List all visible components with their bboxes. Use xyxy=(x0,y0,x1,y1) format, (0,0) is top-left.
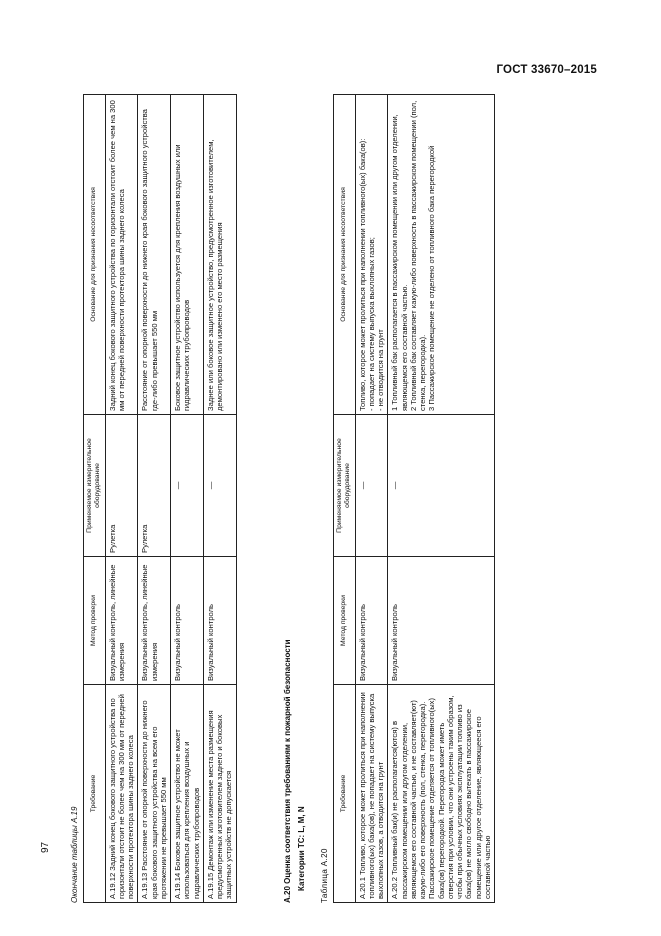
basis-cell: Задний конец бокового защитного устройства по горизонтали отстоит более чем на 300 мм от передней поверхности протектора шины заднего колеса xyxy=(105,95,138,415)
table-row xyxy=(138,95,171,903)
equipment-cell: — xyxy=(203,415,236,557)
requirement-cell: А.20.1 Топливо, которое может пролиться при наполнении топливного(ых) бака(ов), не попадает на систему выпуска выхлопных газов, а отводится на грунт xyxy=(355,685,388,903)
document-header: ГОСТ 33670–2015 xyxy=(496,64,597,76)
table-a19-header-row xyxy=(84,95,106,903)
basis-cell xyxy=(388,95,495,415)
method-cell: Визуальный контроль xyxy=(203,557,236,685)
column-header-equipment: Применяемое измерительное оборудование xyxy=(84,415,106,557)
basis-cell: Расстояние от опорной поверхности до нижнего края бокового защитного устройства где-либо превышает 550 мм xyxy=(138,95,171,415)
table-a19-caption: Окончание таблицы А.19 xyxy=(70,806,79,903)
page-number: 97 xyxy=(40,841,51,853)
method-cell: Визуальный контроль xyxy=(355,557,388,685)
section-title: А.20 Оценка соответствия требованиям к пожарной безопасности xyxy=(283,639,292,903)
table-row xyxy=(203,95,236,903)
basis-line: - попадает на систему выпуска выхлопных газов; xyxy=(366,237,376,411)
table-a20-caption: Таблица А.20 xyxy=(320,848,329,903)
column-header-equipment: Применяемое измерительное оборудование xyxy=(334,415,356,557)
table-a20 xyxy=(333,94,495,903)
basis-line: 2 Топливный бак составляет какую-либо поверхность в пассажирском помещении (пол, стенка, перегородка). xyxy=(408,100,428,411)
equipment-cell: Рулетка xyxy=(138,415,171,557)
column-header-basis: Основание для признания несоответствия xyxy=(84,95,106,415)
column-header-requirement: Требование xyxy=(84,685,106,903)
table-a20-header-row xyxy=(334,95,356,903)
basis-line: - не отводится на грунт xyxy=(376,329,386,411)
method-cell: Визуальный контроль xyxy=(171,557,204,685)
table-row xyxy=(355,95,388,903)
table-row xyxy=(171,95,204,903)
basis-line: Топливо, которое может пролиться при наполнении топливного(ых) бака(ов): xyxy=(357,138,367,411)
equipment-cell: — xyxy=(388,415,495,557)
equipment-cell: Рулетка xyxy=(105,415,138,557)
method-cell: Визуальный контроль, линейные измерения xyxy=(138,557,171,685)
equipment-cell: — xyxy=(355,415,388,557)
column-header-basis: Основание для признания несоответствия xyxy=(334,95,356,415)
basis-line: 1 Топливный бак располагается в пассажирском помещении или другом отделении, являющемся его составной частью. xyxy=(390,114,409,411)
column-header-method: Метод проверки xyxy=(84,557,106,685)
requirement-cell: А.20.2 Топливный бак(и) не располагается(ются) в пассажирском помещении или другом отделении, являющемся его составной частью, и не составляет(ют) какую-либо его поверхность (пол, стенка, перегородка). Пассажирское помещение отделяется от топливного(ых) бака(ов) перегородкой. Перегородка может иметь отверстия при условии, что они устроены таким образом, чтобы при обычных условиях эксплуатации топливо из бака(ов) не могло свободно вытекать в пассажирское помещение или другое отделение, являющееся его составной частью xyxy=(388,685,495,903)
requirement-cell: А.19.12 Задний конец бокового защитного устройства по горизонтали отстоит не более чем на 300 мм от передней поверхности протектора шины заднего колеса xyxy=(105,685,138,903)
equipment-cell: — xyxy=(171,415,204,557)
basis-line: 3 Пассажирское помещение не отделено от топливного бака перегородкой xyxy=(427,145,437,411)
requirement-cell: А.19.15 Демонтаж или изменение места размещения предусмотренных изготовителем заднего и боковых защитных устройств не допускается xyxy=(203,685,236,903)
basis-cell xyxy=(355,95,388,415)
method-cell: Визуальный контроль xyxy=(388,557,495,685)
table-row xyxy=(105,95,138,903)
requirement-cell: А.19.14 Боковое защитное устройство не может использоваться для крепления воздушных и гидравлических трубопроводов xyxy=(171,685,204,903)
rotated-content xyxy=(70,95,594,903)
table-a19 xyxy=(83,94,237,903)
requirement-cell: А.19.13 Расстояние от опорной поверхности до нижнего края бокового защитного устройства на всем его протяжении не превышает 550 мм xyxy=(138,685,171,903)
section-subtitle: Категории ТС: L, M, N xyxy=(297,806,306,891)
method-cell: Визуальный контроль, линейные измерения xyxy=(105,557,138,685)
column-header-method: Метод проверки xyxy=(334,557,356,685)
table-row xyxy=(388,95,495,903)
column-header-requirement: Требование xyxy=(334,685,356,903)
basis-cell: Заднее или боковое защитное устройство, предусмотренное изготовителем, демонтировано или изменено его место размещения xyxy=(203,95,236,415)
basis-cell: Боковое защитное устройство используется для крепления воздушных или гидравлических трубопроводов xyxy=(171,95,204,415)
